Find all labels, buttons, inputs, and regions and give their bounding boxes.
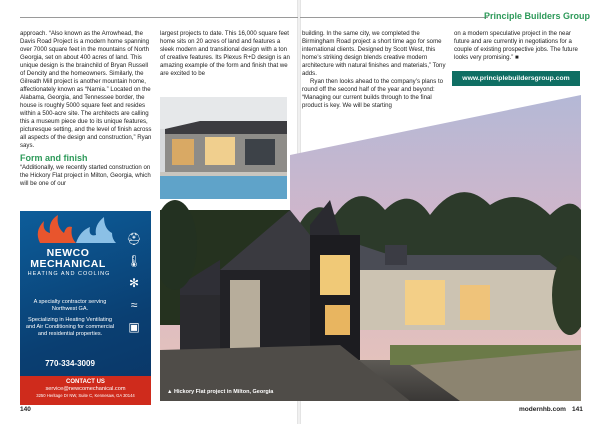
- ad-body-line-1: A specialty contractor serving Northwest GA.: [33, 299, 107, 312]
- section-heading: Form and finish: [20, 153, 88, 163]
- brand-header: Principle Builders Group: [483, 11, 590, 21]
- pool-house-illustration: [160, 89, 287, 199]
- ad-name-line-2: MECHANICAL: [30, 258, 106, 270]
- ad-name-line-1: NEWCO: [46, 247, 90, 259]
- control-panel-icon: ▣: [128, 320, 140, 334]
- column-2: [160, 30, 290, 78]
- worker-icon: ⛑: [126, 232, 142, 246]
- website-link[interactable]: www.principlebuildersgroup.com: [452, 71, 580, 86]
- ad-company-name: [20, 248, 116, 270]
- heat-waves-icon: ≈: [130, 298, 138, 312]
- ad-address: 3250 Heritage Dr NW, Suite C, Kennesaw, GA 30144: [36, 393, 135, 398]
- col1-paragraph-2: “Additionally, we recently started construction on the Hickory Flat project in Milton, Georgia, which will be one of our: [20, 164, 151, 187]
- photo-caption: ▲ Hickory Flat project in Milton, Georgia: [167, 389, 274, 395]
- page-number-left: 140: [20, 406, 31, 413]
- header-rule-right: [300, 17, 488, 18]
- header-rule-left: [20, 17, 298, 18]
- newco-mechanical-ad[interactable]: [20, 211, 151, 405]
- column-1: [20, 30, 152, 188]
- thermometer-icon: 🌡: [126, 254, 142, 268]
- fan-icon: ✻: [128, 276, 140, 290]
- column-4: [454, 30, 582, 62]
- ad-email[interactable]: service@newcomechanical.com: [45, 386, 126, 392]
- col4-paragraph-1: on a modern speculative project in the near future and are currently in negotiations for a couple of existing prospective jobs. The future looks very promising.” ■: [454, 30, 578, 61]
- site-name: modernhb.com: [519, 406, 566, 413]
- ad-icon-column: [121, 231, 147, 335]
- ad-phone[interactable]: 770-334-3009: [45, 359, 95, 368]
- ad-contact-box: [20, 376, 151, 405]
- col2-paragraph-1: largest projects to date. This 16,000 square feet home sits on 20 acres of land and features a sleek modern and transitional design with a ton of creative features. Its Plexus R+D design is an amazing example of the form and finish that we are excited to be: [160, 30, 290, 77]
- col1-paragraph-1: approach. “Also known as the Arrowhead, the Davis Road Project is a modern home spanning over 7000 square feet in the mountains of North Georgia, set on about 400 acres of land. This unique design is the brainchild of Bryan Russell of Dencity and the homeowners. Similarly, the Gilreath Mill project is another mountain home, affectionately known as “Narnia.” Located on the Alabama, Georgia, and Tennessee border, the house is roughly 5000 square feet and resides within a 500-acre site. The architects are calling this a museum piece due to its unique features, picturesque setting, and the level of finish across all aspects of the design and construction,” Ryan says.: [20, 30, 152, 149]
- page-number-right: 141: [572, 406, 583, 413]
- col3-paragraph-2: Ryan then looks ahead to the company’s plans to round off the second half of the year and beyond: “Managing our current builds through to the final product is key. We will be starting: [302, 78, 444, 109]
- ad-body-line-2: Specializing in Heating Ventilating and Air Conditioning for commercial and residential properties.: [25, 317, 115, 337]
- ad-tagline: HEATING AND COOLING: [27, 271, 111, 277]
- ad-body: [24, 299, 116, 338]
- pool-house-photo: [160, 89, 287, 199]
- ad-contact-title: CONTACT US: [66, 379, 105, 385]
- col3-paragraph-1: building. In the same city, we completed the Birmingham Road project a short time ago for some international clients. Designed by Scott West, this home’s striking design blends creative modern architecture with natural finishes and materials,” Tony adds.: [302, 30, 446, 77]
